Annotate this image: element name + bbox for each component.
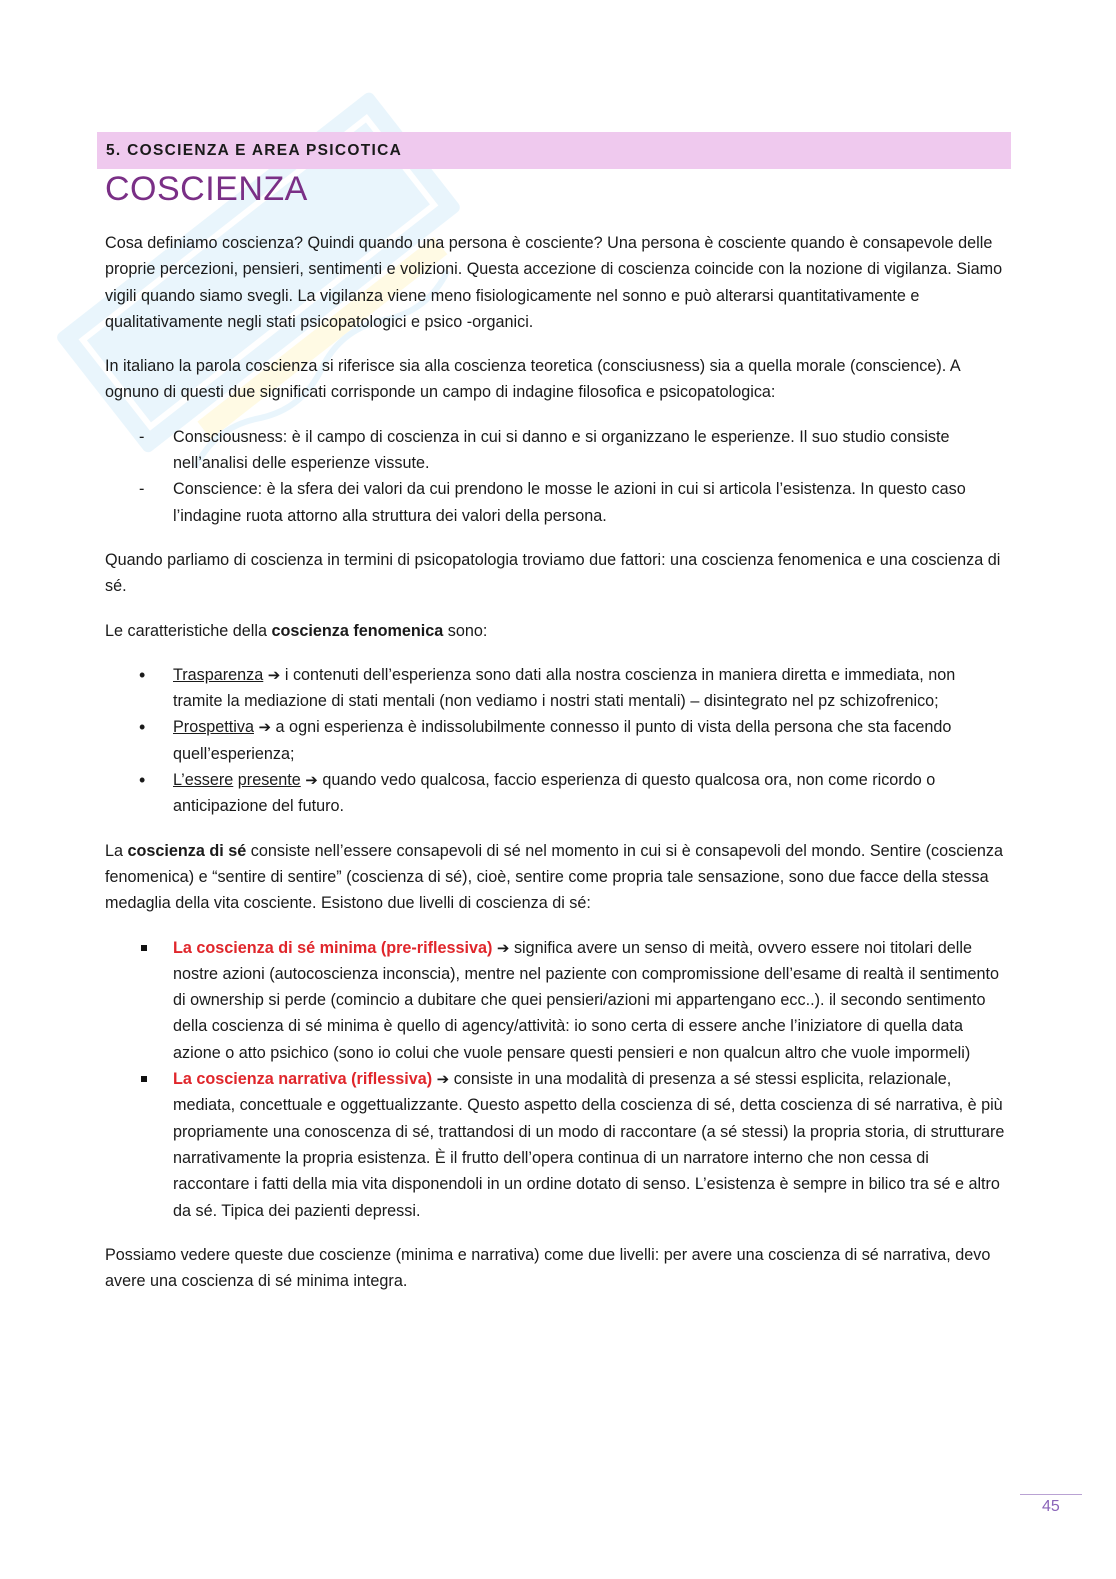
term-narrative-self: La coscienza narrativa (riflessiva) [173, 1070, 433, 1089]
arrow-icon: ➔ [305, 771, 318, 790]
list-item: - Conscience: è la sfera dei valori da cui prendono le mosse le azioni in cui si articola l’esistenza. In questo caso l’indagine ruota attorno alla struttura dei valori della persona. [105, 476, 1005, 529]
arrow-icon: ➔ [267, 665, 281, 684]
self-levels-list [105, 935, 1005, 1224]
text-run: consiste nell’essere consapevoli di sé nel momento in cui si è consapevoli del mondo. Sentire (coscienza fenomenica) e “sentire di sentire” (coscienza di sé), cioè, sentire come propria tale sensazione, sono due facce della stessa medaglia della vita cosciente. Esistono due livelli di coscienza di sé: [105, 841, 1004, 913]
term-trasparenza: Trasparenza [173, 665, 264, 684]
phenomenal-features-list [105, 662, 1005, 820]
meanings-list [105, 424, 1005, 529]
chapter-heading: 5. COSCIENZA E AREA PSICOTICA [106, 141, 403, 159]
item-text: i contenuti dell’esperienza sono dati alla nostra coscienza in maniera diretta e immediata, non tramite la mediazione di stati mentali (non vediamo i nostri stati mentali) – disintegrato nel pz schizofrenico; [173, 665, 956, 711]
paragraph-intro: Cosa definiamo coscienza? Quindi quando una persona è cosciente? Una persona è cosciente quando è consapevole delle proprie percezioni, pensieri, sentimenti e volizioni. Questa accezione di coscienza coincide con la nozione di vigilanza. Siamo vigili quando siamo svegli. La vigilanza viene meno fisiologicamente nel sonno e può alterarsi quantitativamente e qualitativamente negli stati psicopatologici e psico -organici. [105, 234, 1003, 331]
bold-term: coscienza fenomenica [271, 621, 444, 640]
text-run: La [105, 841, 128, 860]
term-minimal-self: La coscienza di sé minima (pre-riflessiva) [173, 938, 493, 957]
arrow-icon: ➔ [496, 938, 510, 957]
paragraph-phenomenal-intro [105, 618, 1005, 644]
arrow-icon: ➔ [436, 1070, 450, 1089]
term-presente: presente [237, 771, 301, 790]
chapter-heading-bar [97, 132, 1011, 169]
term-prospettiva: Prospettiva [173, 718, 254, 737]
page-title: COSCIENZA [105, 170, 308, 208]
paragraph-meanings: In italiano la parola coscienza si riferisce sia alla coscienza teoretica (consciusness) sia a quella morale (conscience). A ognuno di questi due significati corrisponde un campo di indagine filosofica e psicopatologica: [105, 357, 960, 402]
item-text: a ogni esperienza è indissolubilmente connesso il punto di vista della persona che sta facendo quell’esperienza; [173, 718, 952, 763]
list-item [105, 1066, 1005, 1224]
text-run: sono: [443, 621, 488, 640]
paragraph-factors: Quando parliamo di coscienza in termini di psicopatologia troviamo due fattori: una coscienza fenomenica e una coscienza di sé. [105, 550, 1001, 596]
list-item [105, 767, 1005, 820]
paragraph-conclusion: Possiamo vedere queste due coscienze (minima e narrativa) come due livelli: per avere una coscienza di sé narrativa, devo avere una coscienza di sé minima integra. [105, 1245, 991, 1291]
document-body [105, 230, 1005, 1312]
term-essere: L’essere [173, 771, 234, 790]
bold-term: coscienza di sé [127, 841, 247, 860]
item-text: consiste in una modalità di presenza a sé stessi esplicita, relazionale, mediata, concettuale e oggettualizzante. Questo aspetto della coscienza di sé, detta coscienza di sé narrativa, è più propriamente una conoscenza di sé, trattandosi di un modo di raccontare (a sé stessi) la propria storia, di strutturare narrativamente la propria esistenza. È il frutto dell’opera continua di un narratore interno che non cessa di raccontare i fatti della mia vita disponendoli in un ordine dotato di senso. L’esistenza è sempre in bilico tra sé e altro da sé. Tipica dei pazienti depressi. [173, 1070, 1005, 1220]
page-number: 45 [1042, 1498, 1060, 1515]
paragraph-self-awareness [105, 838, 1005, 917]
list-item [105, 935, 1005, 1066]
item-text: quando vedo qualcosa, faccio esperienza di questo qualcosa ora, non come ricordo o anticipazione del futuro. [173, 771, 936, 816]
text-run: Le caratteristiche della [105, 621, 272, 640]
list-item [105, 662, 1005, 715]
list-item: - Consciousness: è il campo di coscienza in cui si danno e si organizzano le esperienze. Il suo studio consiste nell’analisi delle esperienze vissute. [105, 424, 1005, 477]
list-item [105, 714, 1005, 767]
page-number-rule [1020, 1494, 1082, 1495]
item-text: significa avere un senso di meità, ovvero essere noi titolari delle nostre azioni (autocoscienza inconscia), mentre nel paziente con compromissione dell’esame di realtà il sentimento di ownership si perde (comincio a dubitare che quei pensieri/azioni mi appartengano ecc..). il secondo sentimento della coscienza di sé minima è quello di agency/attività: io sono certa di essere anche l’iniziatore di quella data azione o atto psichico (sono io colui che vuole pensare questi pensieri e non qualcun altro che vuole impormeli) [173, 938, 999, 1062]
arrow-icon: ➔ [258, 718, 272, 737]
